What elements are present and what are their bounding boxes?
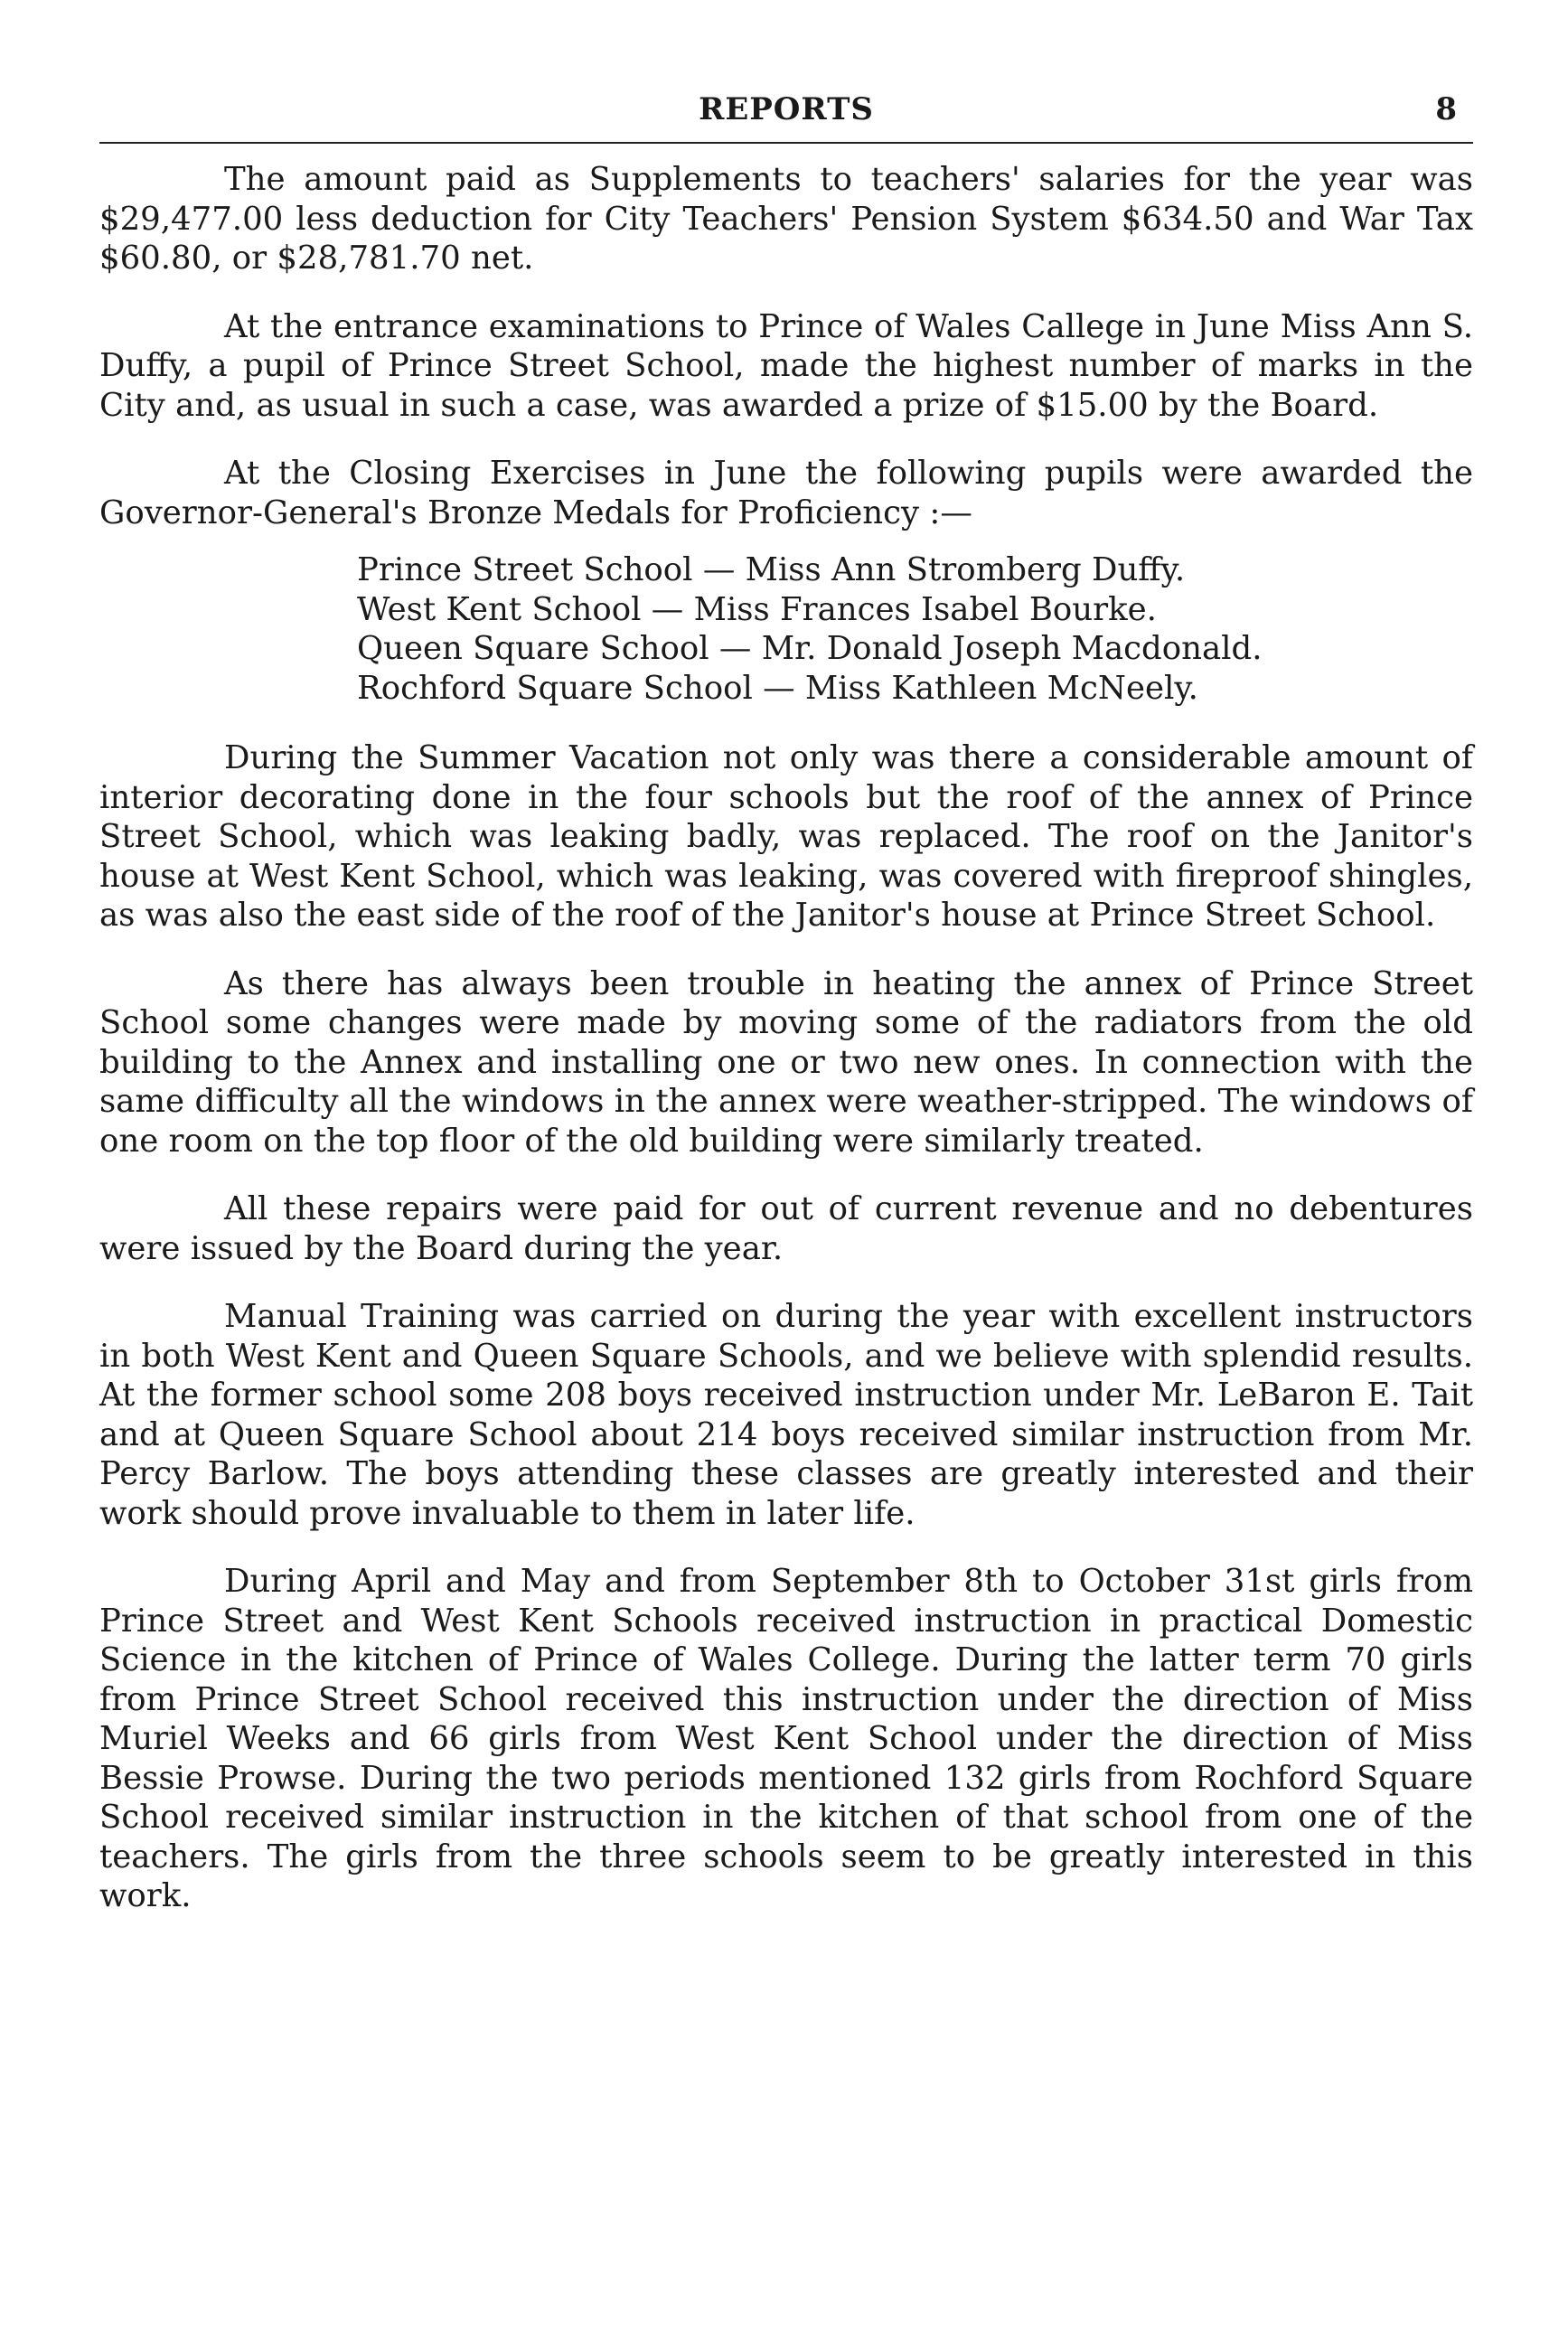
page-number: 8: [1435, 91, 1457, 127]
paragraph-entrance-exams: At the entrance examinations to Prince of Wales Callege in June Miss Ann S. Duffy, a pupil of Prince Street School, made the highest number of marks in the City and, as usual in such a case, was awarded a prize of $15.00 by the Board.: [99, 307, 1473, 424]
list-item: Rochford Square School — Miss Kathleen McNeely.: [357, 669, 1198, 707]
list-item: Prince Street School — Miss Ann Stromberg Duffy.: [357, 551, 1186, 588]
paragraph-repairs: All these repairs were paid for out of current revenue and no debentures were issued by the Board during the year.: [99, 1190, 1473, 1267]
list-item: Queen Square School — Mr. Donald Joseph Macdonald.: [357, 630, 1263, 667]
paragraph-supplements: The amount paid as Supplements to teachers' salaries for the year was $29,477.00 less deduction for City Teachers' Pension System $634.50 and War Tax $60.80, or $28,781.70 net.: [99, 161, 1473, 277]
body-text: [99, 160, 1473, 1916]
running-title: REPORTS: [699, 91, 874, 127]
paragraph-heating: As there has always been trouble in heating the annex of Prince Street School some changes were made by moving some of the radiators from the old building to the Annex and installing one or two new ones. In connection with the same difficulty all the windows in the annex were weather-stripped. The windows of one room on the top floor of the old building were similarly treated.: [99, 964, 1473, 1160]
paragraph-summer-vacation: During the Summer Vacation not only was there a considerable amount of interior decorating done in the four schools but the roof of the annex of Prince Street School, which was leaking badly, was replaced. The roof on the Janitor's house at West Kent School, which was leaking, was covered with fireproof shingles, as was also the east side of the roof of the Janitor's house at Prince Street School.: [99, 739, 1473, 934]
page-header: [99, 86, 1473, 144]
document-page: [99, 86, 1473, 1945]
medal-list: [357, 550, 1473, 708]
paragraph-domestic-science: During April and May and from September 8th to October 31st girls from Prince Street and West Kent Schools received instruction in practical Domestic Science in the kitchen of Prince of Wales College. During the latter term 70 girls from Prince Street School received this instruction under the direction of Miss Muriel Weeks and 66 girls from West Kent School under the direction of Miss Bessie Prowse. During the two periods mentioned 132 girls from Rochford Square School received similar instruction in the kitchen of that school from one of the teachers. The girls from the three schools seem to be greatly interested in this work.: [99, 1563, 1473, 1914]
paragraph-manual-training: Manual Training was carried on during the year with excellent instructors in both West Kent and Queen Square Schools, and we believe with splendid results. At the former school some 208 boys received instruction under Mr. LeBaron E. Tait and at Queen Square School about 214 boys received similar instruction from Mr. Percy Barlow. The boys attending these classes are greatly interested and their work should prove invaluable to them in later life.: [99, 1298, 1473, 1532]
paragraph-closing-exercises: At the Closing Exercises in June the following pupils were awarded the Governor-General's Bronze Medals for Proficiency :—: [99, 455, 1473, 531]
list-item: West Kent School — Miss Frances Isabel Bourke.: [357, 590, 1157, 628]
